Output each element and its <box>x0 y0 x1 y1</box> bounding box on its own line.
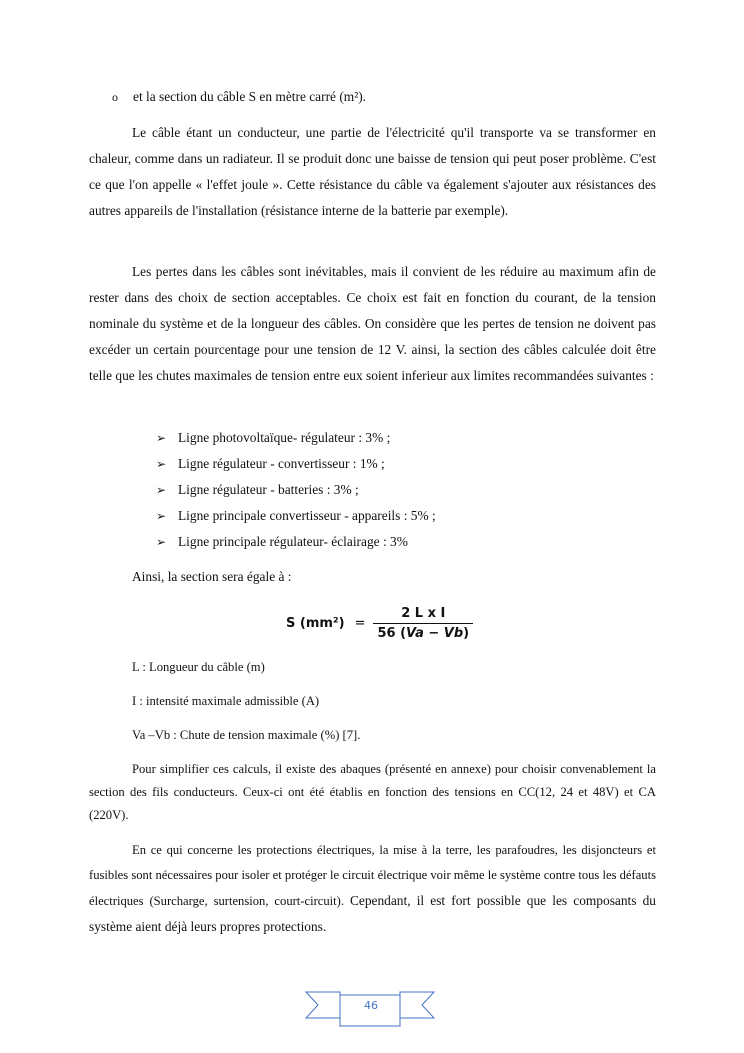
paragraph-abaques: Pour simplifier ces calculs, il existe des abaques (présenté en annexe) pour choisir convenablement la section des fils conducteurs. Ceux-ci ont été établis en fonction des tensions en CC(12, 24 et 48V) et CA (220V). <box>89 762 656 822</box>
paragraph-protections: En ce qui concerne les protections électriques, la mise à la terre, les parafoudres, les disjoncteurs et fusibles sont nécessaires pour isoler et protéger le circuit électrique voir même le système contre tous les défauts électriques (Surcharge, surtension, court-circuit). Cependant, il est fort possible que les composants du système aient déjà leurs propres protections. <box>89 843 656 934</box>
section-intro: Ainsi, la section sera égale à : <box>132 569 292 584</box>
section-formula <box>286 603 473 643</box>
list-item: ➢ Ligne photovoltaïque- régulateur : 3% ; <box>156 425 436 451</box>
bullet-text: et la section du câble S en mètre carré (m²). <box>133 89 367 104</box>
paragraph-pertes-cables: Les pertes dans les câbles sont inévitables, mais il convient de les réduire au maximum afin de rester dans des choix de section acceptables. Ce choix est fait en fonction du courant, de la tension nominale du système et de la longueur des câbles. On considère que les pertes de tension ne doivent pas excéder un certain pourcentage pour une tension de 12 V. ainsi, la section des câbles calculée doit être telle que les chutes maximales de tension entre eux soient inferieur aux limites recommandées suivantes : <box>89 264 656 383</box>
closing-sentence: Cependant, il est fort possible que les composants du système aient déjà leurs propres protections. <box>89 893 656 934</box>
formula-equals: = <box>354 615 366 631</box>
legend-I: I : intensité maximale admissible (A) <box>132 694 320 708</box>
circle-bullet-icon: o <box>112 90 118 104</box>
legend-L: L : Longueur du câble (m) <box>132 660 265 674</box>
page-number: 46 <box>364 999 378 1012</box>
section-bullet-item <box>112 86 366 108</box>
formula-fraction <box>373 606 473 641</box>
voltage-drop-limits-list <box>156 425 436 555</box>
list-item: ➢ Ligne principale régulateur- éclairage : 3% <box>156 529 436 555</box>
arrow-bullet-icon: ➢ <box>156 431 167 445</box>
arrow-bullet-icon: ➢ <box>156 535 167 549</box>
formula-lhs: S (mm²) <box>286 615 345 631</box>
list-item: ➢ Ligne régulateur - convertisseur : 1% ; <box>156 451 436 477</box>
legend-VaVb: Va –Vb : Chute de tension maximale (%) [7]. <box>132 728 361 742</box>
list-item: ➢ Ligne régulateur - batteries : 3% ; <box>156 477 436 503</box>
formula-denominator: 56 (Va − Vb) <box>373 623 473 641</box>
arrow-bullet-icon: ➢ <box>156 457 167 471</box>
arrow-bullet-icon: ➢ <box>156 483 167 497</box>
formula-numerator: 2 L x I <box>401 605 446 621</box>
arrow-bullet-icon: ➢ <box>156 509 167 523</box>
paragraph-effet-joule: Le câble étant un conducteur, une partie de l'électricité qu'il transporte va se transformer en chaleur, comme dans un radiateur. Il se produit donc une baisse de tension qui peut poser problème. C'est ce que l'on appelle « l'effet joule ». Cette résistance du câble va également s'ajouter aux résistances des autres appareils de l'installation (résistance interne de la batterie par exemple). <box>89 125 656 218</box>
list-item: ➢ Ligne principale convertisseur - appareils : 5% ; <box>156 503 436 529</box>
page-number-ribbon <box>304 991 436 1027</box>
